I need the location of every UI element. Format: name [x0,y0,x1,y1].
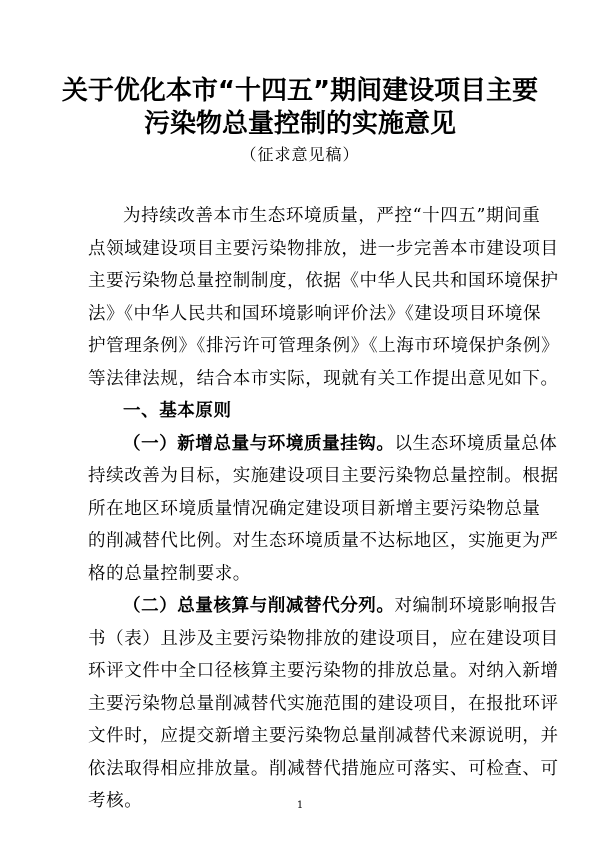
paragraph-2-lead: （二）总量核算与削减替代分列。 [123,596,395,616]
document-title-line-1: 关于优化本市“十四五”期间建设项目主要 [61,76,539,106]
document-title-line-2: 污染物总量控制的实施意见 [143,109,456,139]
intro-line: 法》《中华人民共和国环境影响评价法》《建设项目环境保 [88,303,542,324]
intro-line: 点领域建设项目主要污染物排放，进一步完善本市建设项目 [88,238,559,259]
paragraph-1-lead: （一）新增总量与环境质量挂钩。 [123,433,395,454]
paragraph-1-line: 持续改善为目标，实施建设项目主要污染物总量控制。根据 [88,466,559,486]
page-number: 1 [296,800,304,811]
paragraph-2-first-line-rest: 对编制环境影响报告 [394,596,558,616]
paragraph-1-line: 格的总量控制要求。 [88,563,251,584]
paragraph-2-line: 文件时，应提交新增主要污染物总量削减替代来源说明，并 [88,726,559,746]
paragraph-2-line: 主要污染物总量削减替代实施范围的建设项目，在报批环评 [88,693,559,714]
intro-line: 护管理条例》《排污许可管理条例》《上海市环境保护条例》 [88,336,560,356]
document-body [88,200,560,818]
paragraph-2-line: 考核。 [88,791,143,811]
paragraph-1-first-line [88,428,558,461]
intro-line: 等法律法规，结合本市实际，现就有关工作提出意见如下。 [88,368,559,389]
section-heading: 一、基本原则 [123,401,232,421]
document-subtitle: （征求意见稿） [240,145,360,164]
intro-line: 主要污染物总量控制制度，依据《中华人民共和国环境保护 [88,271,559,291]
paragraph-2-line: 书（表）且涉及主要污染物排放的建设项目，应在建设项目 [88,628,559,649]
paragraph-1-line: 所在地区环境质量情况确定建设项目新增主要污染物总量 [88,498,541,519]
paragraph-1-line: 的削减替代比例。对生态环境质量不达标地区，实施更为严 [88,531,559,551]
paragraph-2-line: 环评文件中全口径核算主要污染物的排放总量。对纳入新增 [88,661,559,681]
intro-line: 为持续改善本市生态环境质量，严控“十四五”期间重 [123,206,541,226]
paragraph-2-first-line [88,590,558,623]
paragraph-2-line: 依法取得相应排放量。削减替代措施应可落实、可检查、可 [88,758,559,779]
paragraph-1-first-line-rest: 以生态环境质量总体 [394,433,558,454]
